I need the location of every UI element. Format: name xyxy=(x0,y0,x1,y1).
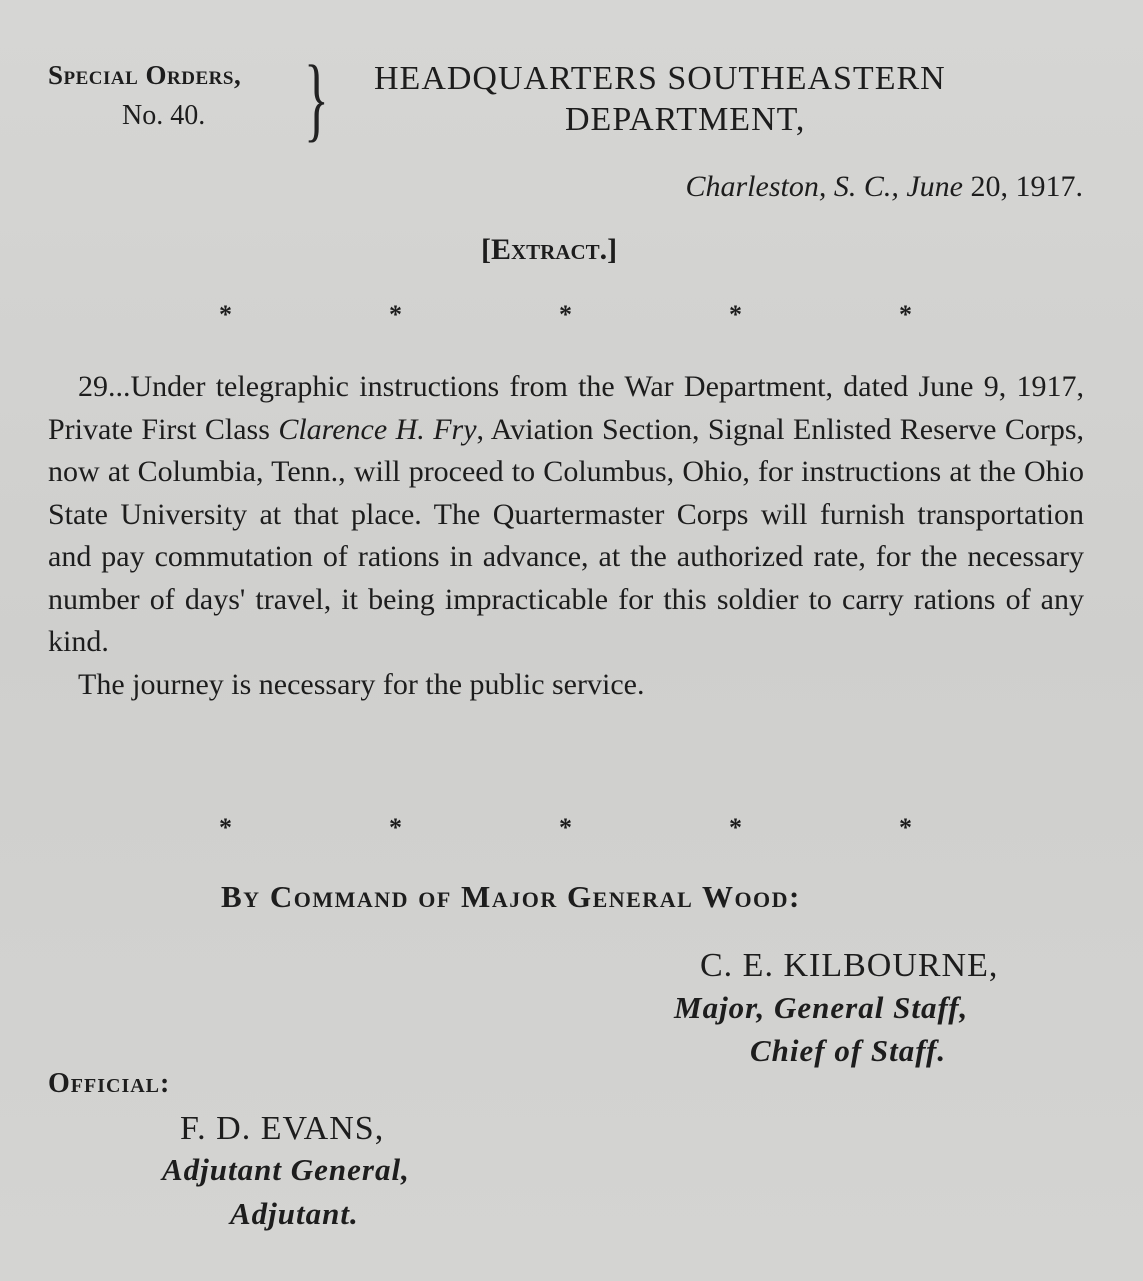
brace-divider: } xyxy=(304,47,329,151)
separator-stars-bottom xyxy=(0,813,1143,843)
separator-star: * xyxy=(729,300,742,329)
chief-of-staff-name: C. E. KILBOURNE, xyxy=(700,947,999,984)
order-paragraph-closing: The journey is necessary for the public service. xyxy=(78,667,645,701)
paragraph-text: , Aviation Section, Signal Enlisted Reserve Corps, now at Columbia, Tenn., will proceed to Columbus, Ohio, for instructions at the Ohio State University at that place. The Quartermaster Corps will furnish transportation and pay commutation of rations in advance, at the authorized rate, for the necessary number of days' travel, it being impracticable for this soldier to carry rations of any kind. xyxy=(48,412,1084,658)
separator-star: * xyxy=(389,813,402,842)
order-number: No. 40. xyxy=(122,100,206,131)
adjutant-title2: Adjutant. xyxy=(230,1196,359,1231)
separator-star: * xyxy=(559,300,572,329)
separator-stars-top xyxy=(0,300,1143,330)
headquarters-title-line2: DEPARTMENT, xyxy=(565,101,806,138)
chief-of-staff-title2: Chief of Staff. xyxy=(750,1033,947,1068)
headquarters-title-line1: HEADQUARTERS SOUTHEASTERN xyxy=(374,60,946,97)
command-line: By Command of Major General Wood: xyxy=(221,879,801,914)
separator-star: * xyxy=(559,813,572,842)
chief-of-staff-title1: Major, General Staff, xyxy=(674,990,969,1025)
separator-star: * xyxy=(729,813,742,842)
official-label: Official: xyxy=(48,1068,171,1099)
separator-star: * xyxy=(899,300,912,329)
dateline-year: 20, 1917. xyxy=(970,170,1083,203)
adjutant-name: F. D. EVANS, xyxy=(180,1110,385,1147)
order-body xyxy=(48,366,1084,706)
separator-star: * xyxy=(219,300,232,329)
paragraph-text: 29...Under telegraphic instructions from the War Department, dated June 9, 1917, Private First Class xyxy=(48,370,1084,446)
extract-label: [Extract.] xyxy=(481,233,618,266)
adjutant-title1: Adjutant General, xyxy=(162,1152,410,1187)
separator-star: * xyxy=(899,813,912,842)
separator-star: * xyxy=(389,300,402,329)
dateline-place: Charleston, S. C., June xyxy=(685,170,963,203)
dateline xyxy=(686,170,1084,204)
soldier-name: Clarence H. Fry xyxy=(278,412,477,446)
order-paragraph-29 xyxy=(48,366,1084,664)
special-orders-label: Special Orders, xyxy=(48,60,242,90)
separator-star: * xyxy=(219,813,232,842)
